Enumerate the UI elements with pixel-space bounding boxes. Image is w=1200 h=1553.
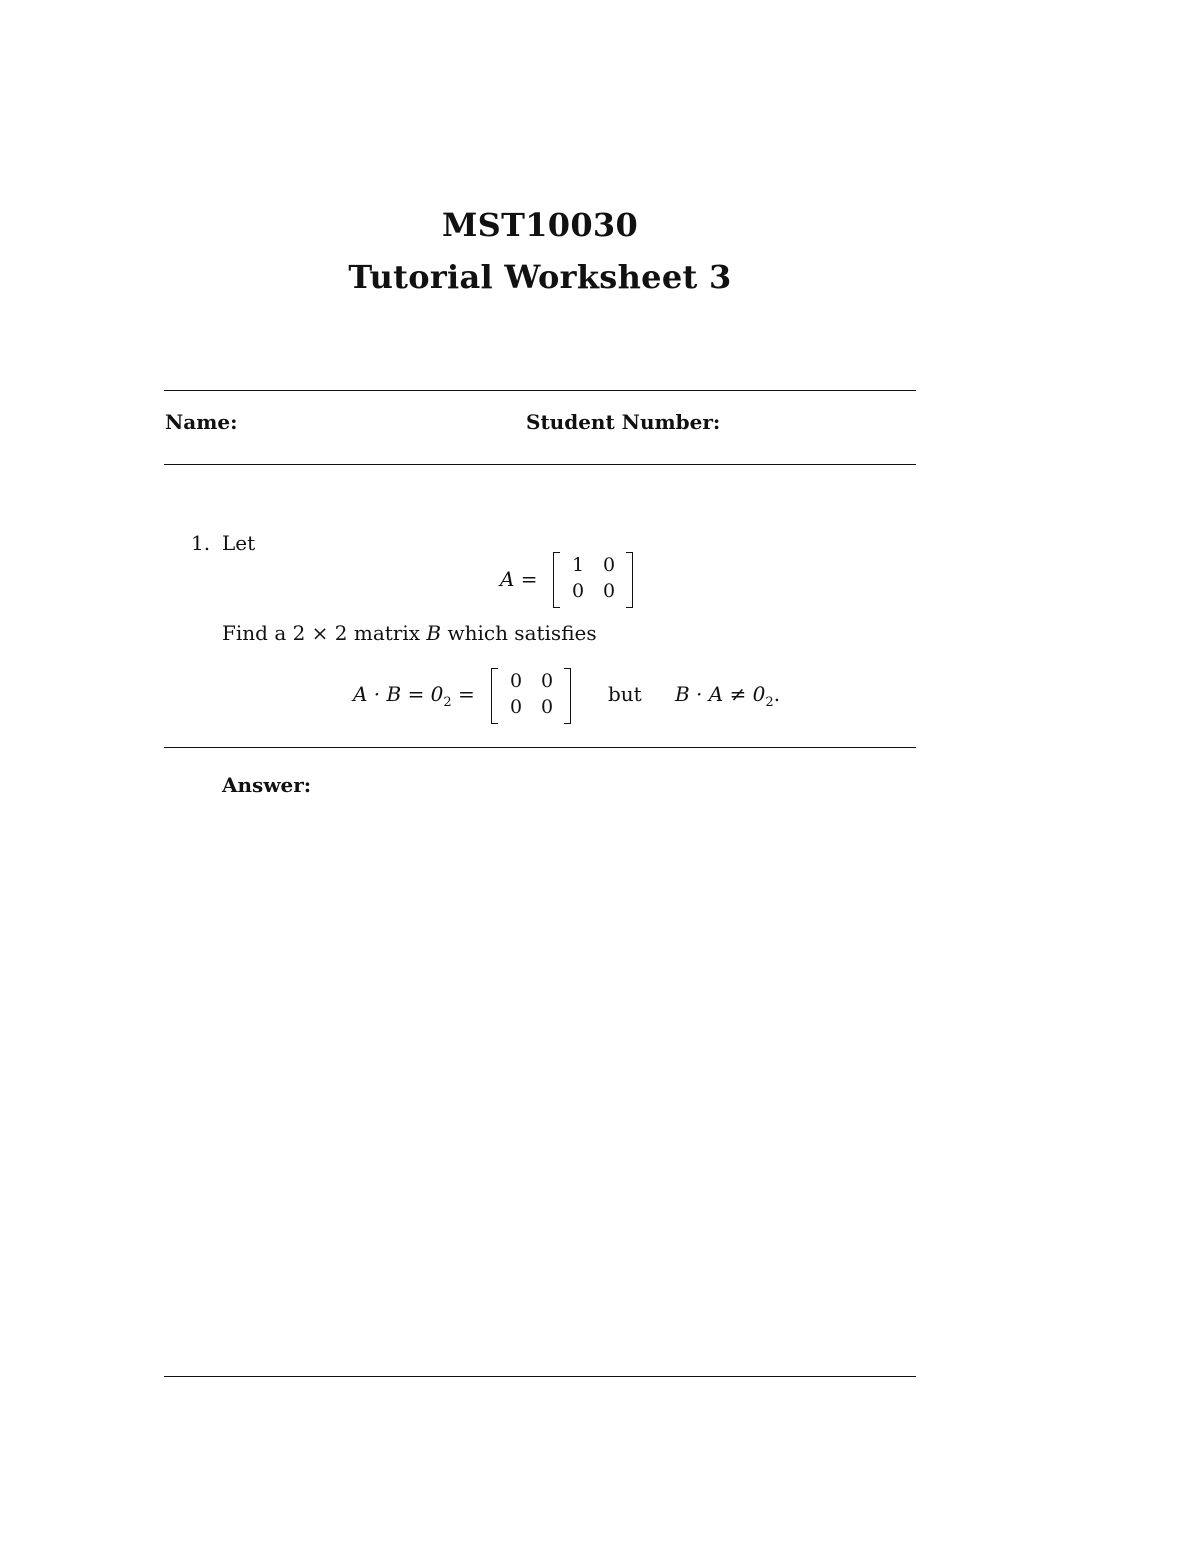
equation-rhs-text: B · A ≠ 0 <box>675 682 766 706</box>
course-code: MST10030 <box>441 206 639 244</box>
equation-rhs-sub: 2 <box>765 695 774 710</box>
divider-top <box>164 390 916 391</box>
matrix-a-cell: 0 <box>571 580 585 602</box>
matrix-a-label-expression: A = <box>500 567 538 591</box>
divider-question <box>164 747 916 748</box>
question-instruction <box>222 621 597 645</box>
name-label: Name: <box>165 410 238 434</box>
zero-matrix-cell: 0 <box>509 670 523 692</box>
equation-lhs: $A \cdot B = 0_2$ = <box>353 682 475 710</box>
matrix-a-cell: 0 <box>602 580 616 602</box>
instruction-var: B <box>426 621 442 645</box>
matrix-a-cell: 0 <box>602 554 616 576</box>
student-number-label: Student Number: <box>526 410 721 434</box>
divider-fields <box>164 464 916 465</box>
zero-matrix-cell: 0 <box>540 696 554 718</box>
instruction-prefix: Find a 2 × 2 matrix <box>222 621 427 645</box>
zero-matrix-cell: 0 <box>540 670 554 692</box>
equation-lhs-text: A · B = 0 <box>353 682 444 706</box>
worksheet-title: Tutorial Worksheet 3 <box>348 258 732 296</box>
question-intro: Let <box>222 531 256 555</box>
answer-label: Answer: <box>222 773 312 797</box>
matrix-a <box>553 552 633 608</box>
question-number: 1. <box>191 531 211 555</box>
equation-connector: but <box>608 682 642 706</box>
instruction-suffix: which satisfies <box>441 621 597 645</box>
equation-lhs-sub: 2 <box>443 695 452 710</box>
equation-rhs: $B \cdot A \ne 0_2$. <box>675 682 781 710</box>
zero-matrix-cell: 0 <box>509 696 523 718</box>
matrix-a-cell: 1 <box>571 554 585 576</box>
divider-bottom <box>164 1376 916 1377</box>
matrix-a-symbol: A <box>500 567 515 591</box>
zero-matrix <box>491 668 571 724</box>
